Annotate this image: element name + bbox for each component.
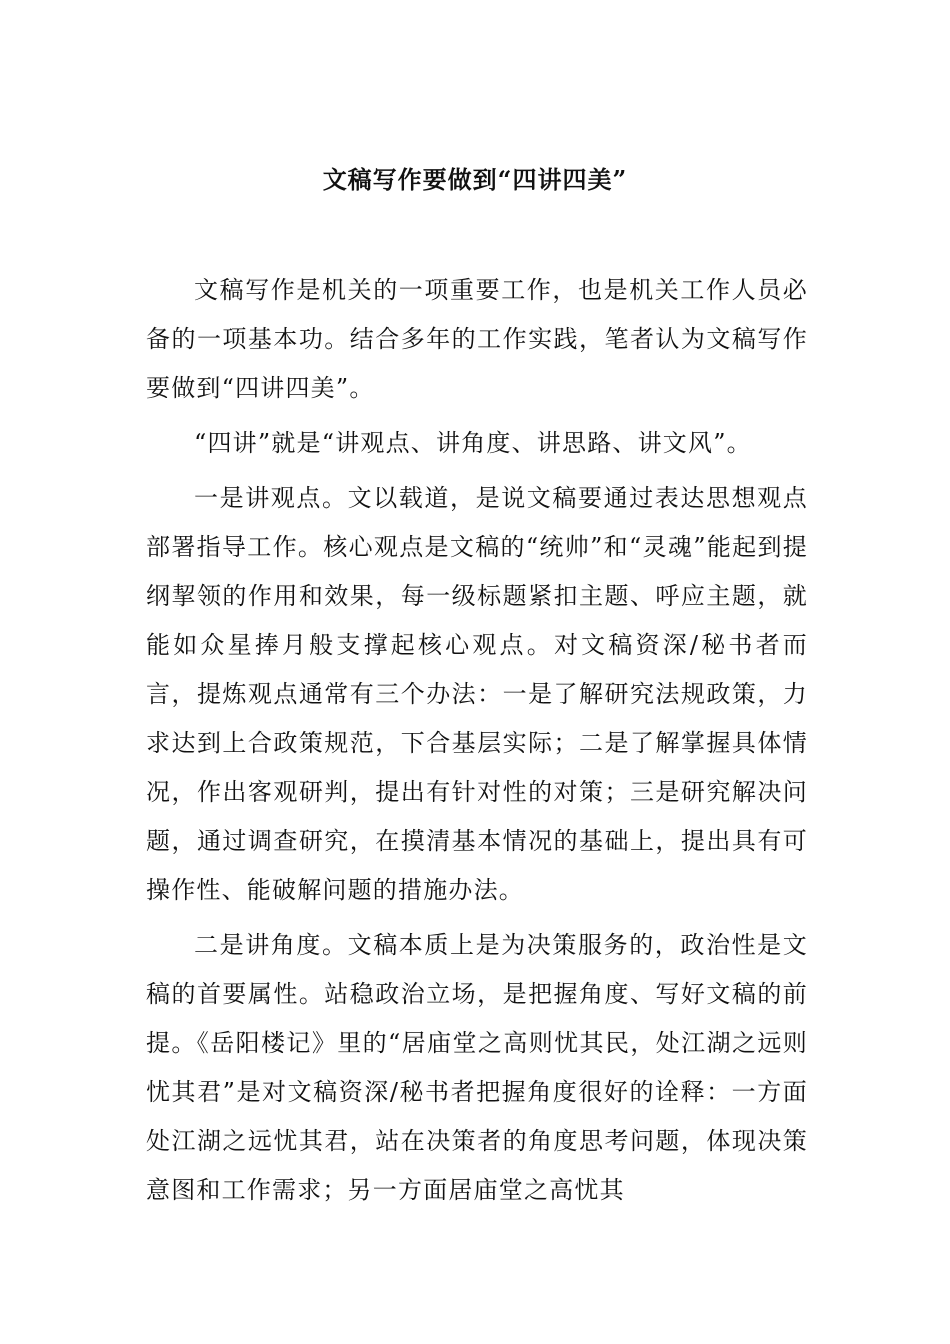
document-title: 文稿写作要做到“四讲四美” xyxy=(322,165,628,194)
paragraph-intro: 文稿写作是机关的一项重要工作，也是机关工作人员必备的一项基本功。结合多年的工作实践，笔者认为文稿写作要做到“四讲四美”。 xyxy=(146,276,808,402)
paragraph-viewpoint: 一是讲观点。文以载道，是说文稿要通过表达思想观点部署指导工作。核心观点是文稿的“统帅”和“灵魂”能起到提纲挈领的作用和效果，每一级标题紧扣主题、呼应主题，就能如众星捧月般支撑起核心观点。对文稿资深/秘书者而言，提炼观点通常有三个办法：一是了解研究法规政策，力求达到上合政策规范，下合基层实际；二是了解掌握具体情况，作出客观研判，提出有针对性的对策；三是研究解决问题，通过调查研究，在摸清基本情况的基础上，提出具有可操作性、能破解问题的措施办法。 xyxy=(146,484,808,904)
document-body xyxy=(146,266,808,1221)
paragraph-four-points: “四讲”就是“讲观点、讲角度、讲思路、讲文风”。 xyxy=(194,429,752,457)
paragraph-angle: 二是讲角度。文稿本质上是为决策服务的，政治性是文稿的首要属性。站稳政治立场，是把握角度、写好文稿的前提。《岳阳楼记》里的“居庙堂之高则忧其民，处江湖之远则忧其君”是对文稿资深/秘书者把握角度很好的诠释：一方面处江湖之远忧其君，站在决策者的角度思考问题，体现决策意图和工作需求；另一方面居庙堂之高忧其 xyxy=(146,931,808,1204)
